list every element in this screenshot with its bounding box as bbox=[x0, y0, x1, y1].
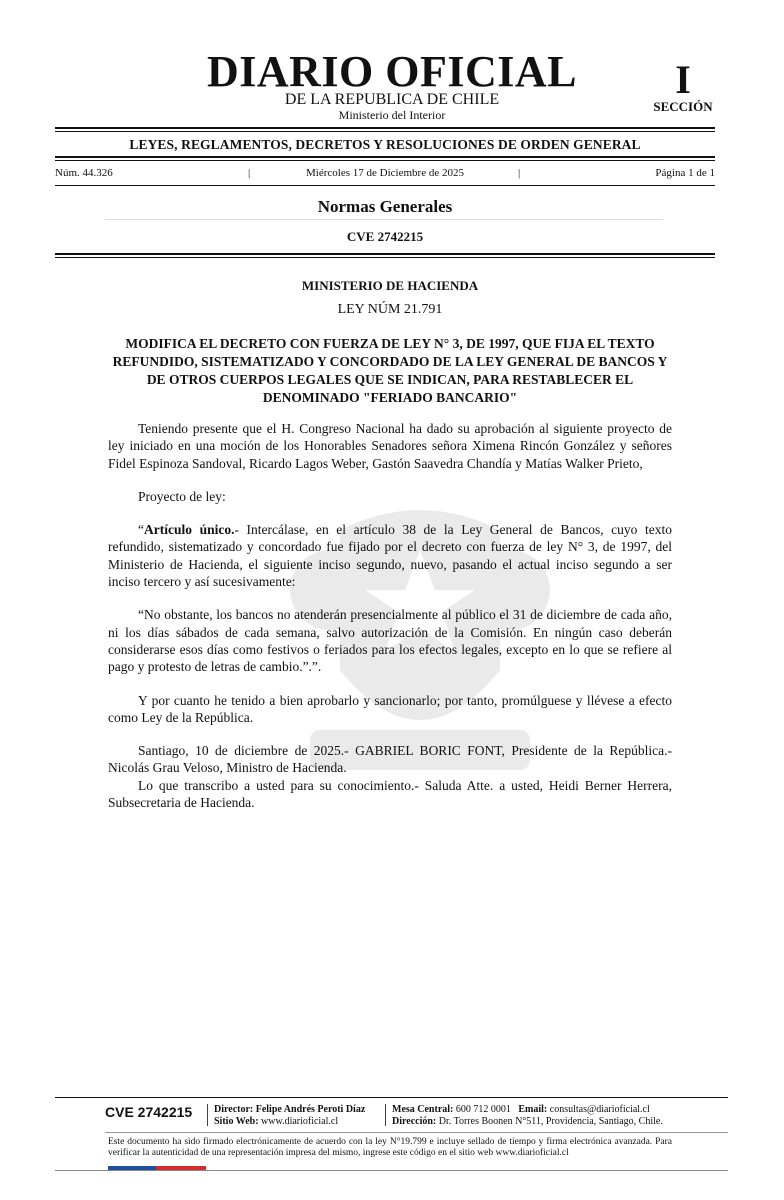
director-name: Felipe Andrés Peroti Díaz bbox=[255, 1104, 366, 1115]
paragraph-article bbox=[108, 521, 672, 590]
document-body bbox=[108, 420, 672, 827]
issue-number: Núm. 44.326 bbox=[55, 167, 113, 179]
section-title: Normas Generales bbox=[317, 197, 453, 216]
section-label: SECCIÓN bbox=[653, 99, 713, 114]
masthead-rule-top bbox=[55, 127, 715, 129]
mesa-label: Mesa Central: bbox=[392, 1104, 454, 1115]
paragraph-transcription: Lo que transcribo a usted para su conocimiento.- Saluda Atte. a usted, Heidi Berner Herrera, Subsecretaria de Hacienda. bbox=[108, 777, 672, 811]
footer-separator bbox=[385, 1104, 386, 1126]
info-separator: | bbox=[518, 167, 521, 179]
paragraph-preamble: Teniendo presente que el H. Congreso Nacional ha dado su aprobación al siguiente proyecto de ley iniciado en una moción de los Honorables Senadores señora Ximena Rincón González y señores Fidel Espinoza Sandoval, Ricardo Lagos Weber, Gastón Saavedra Chandía y Matías Walker Prieto, bbox=[108, 421, 672, 471]
info-rule bbox=[55, 185, 715, 186]
website-label: Sitio Web: bbox=[214, 1116, 259, 1127]
masthead-subtitle: DE LA REPUBLICA DE CHILE bbox=[284, 91, 500, 108]
issuing-ministry: MINISTERIO DE HACIENDA bbox=[301, 278, 479, 293]
section-number: I bbox=[675, 57, 691, 102]
law-title: MODIFICA EL DECRETO CON FUERZA DE LEY N° 3, DE 1997, QUE FIJA EL TEXTO REFUNDIDO, SISTEMATIZADO Y CONCORDADO DE LA LEY GENERAL DE BANCOS Y DE OTROS CUERPOS LEGALES QUE SE INDICAN, PARA RESTABLECER EL DENOMINADO "FERIADO BANCARIO" bbox=[112, 336, 668, 405]
footer-bottom-rule bbox=[55, 1170, 728, 1171]
footer-director-block bbox=[214, 1104, 365, 1128]
address-text: Dr. Torres Boonen N°511, Providencia, Santiago, Chile. bbox=[438, 1116, 663, 1127]
footer-cve-code: CVE 2742215 bbox=[105, 1104, 193, 1120]
header-rule-bottom-thin bbox=[55, 257, 715, 258]
email-label: Email: bbox=[518, 1104, 548, 1115]
band-rule-thin bbox=[55, 160, 715, 161]
website-url[interactable]: www.diarioficial.cl bbox=[261, 1116, 339, 1127]
footer-rule bbox=[55, 1097, 728, 1098]
address-label: Dirección: bbox=[392, 1116, 437, 1127]
footer-contact-block bbox=[392, 1104, 663, 1128]
law-number: LEY NÚM 21.791 bbox=[337, 302, 443, 317]
masthead-ministry: Ministerio del Interior bbox=[338, 108, 446, 122]
article-heading: Artículo único. bbox=[144, 522, 235, 538]
page-count: Página 1 de 1 bbox=[655, 167, 715, 179]
paragraph-inserted-text: “No obstante, los bancos no atenderán presencialmente al público el 31 de diciembre de cada año, ni los días sábados de cada semana, salvo autorización de la Comisión. En ningún caso deberán considerarse esos días como festivos o feriados para los efectos legales, excepto en lo que se refiere al pago y protesto de letras de cambio.”.”. bbox=[108, 607, 672, 675]
article-text: - Intercálase, en el artículo 38 de la Ley General de Bancos, cuyo texto refundido, sistematizado y concordado fue fijado por el decreto con fuerza de ley N° 3, de 1997, del Ministerio de Hacienda, el siguiente inciso segundo, nuevo, pasando el actual inciso segundo a ser inciso tercero y así sucesivamente: bbox=[108, 522, 672, 590]
masthead-rule-top-thin bbox=[55, 131, 715, 132]
email-address[interactable]: consultas@diarioficial.cl bbox=[549, 1104, 650, 1115]
footer-fine-rule bbox=[105, 1132, 728, 1133]
header-rule-bottom bbox=[55, 253, 715, 255]
band-title: LEYES, REGLAMENTOS, DECRETOS Y RESOLUCIONES DE ORDEN GENERAL bbox=[129, 137, 641, 152]
footer-fine-print: Este documento ha sido firmado electrónicamente de acuerdo con la ley N°19.799 e incluye sellado de tiempo y firma electrónica avanzada. Para verificar la autenticidad de una representación impresa del mismo, ingrese este código en el sitio web www.diarioficial.cl bbox=[108, 1137, 672, 1158]
paragraph-signature: Santiago, 10 de diciembre de 2025.- GABRIEL BORIC FONT, Presidente de la República.- Nicolás Grau Veloso, Ministro de Hacienda. bbox=[108, 743, 672, 776]
masthead-title: DIARIO OFICIAL bbox=[206, 47, 578, 96]
mesa-phone: 600 712 0001 bbox=[455, 1104, 511, 1115]
director-label: Director: bbox=[214, 1104, 254, 1115]
info-separator: | bbox=[248, 167, 251, 179]
band-rule bbox=[55, 156, 715, 158]
paragraph-bill: Proyecto de ley: bbox=[138, 488, 226, 504]
cve-code: CVE 2742215 bbox=[346, 229, 424, 244]
paragraph-promulgation: Y por cuanto he tenido a bien aprobarlo y sancionarlo; por tanto, promúlguese y llévese a efecto como Ley de la República. bbox=[108, 692, 672, 725]
open-quote: “ bbox=[138, 522, 144, 538]
section-divider bbox=[105, 219, 663, 220]
issue-date: Miércoles 17 de Diciembre de 2025 bbox=[306, 167, 464, 179]
footer-separator bbox=[207, 1104, 208, 1126]
